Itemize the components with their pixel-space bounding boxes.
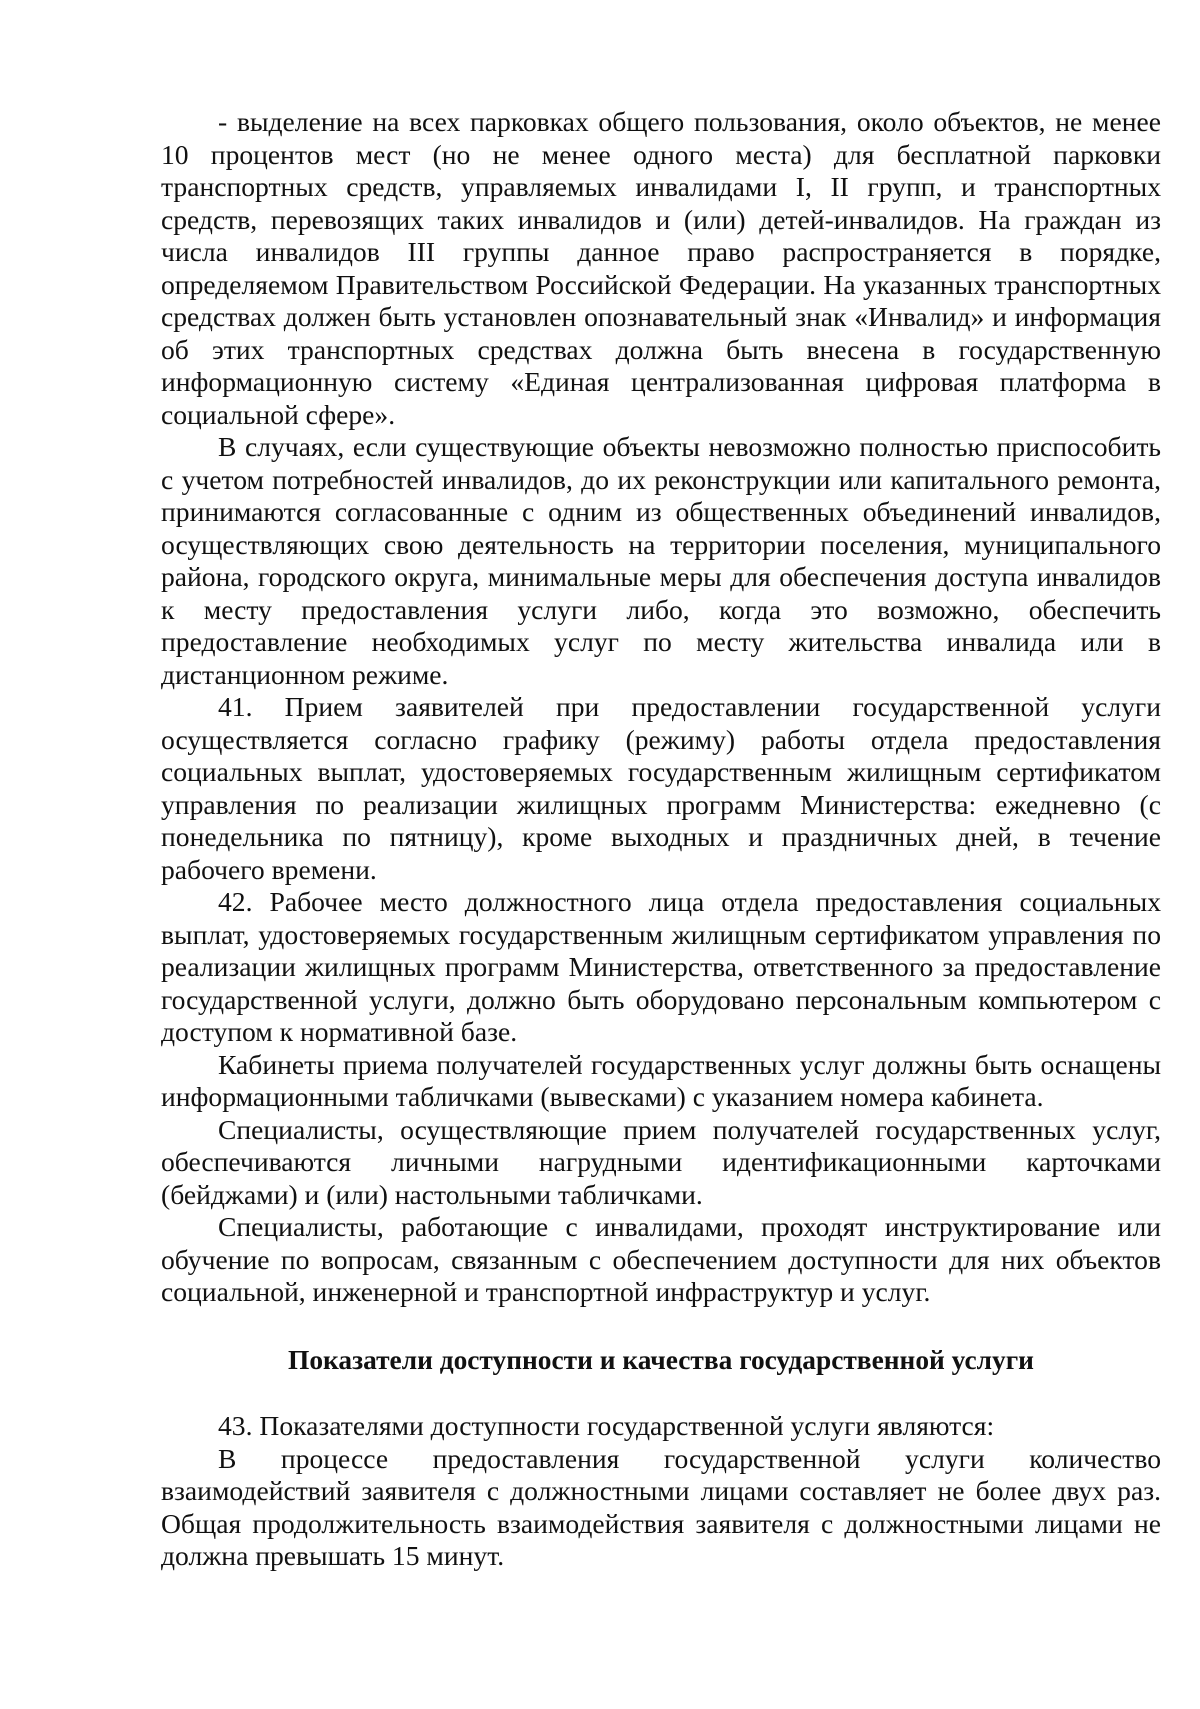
paragraph-43: 43. Показателями доступности государственной услуги являются: bbox=[218, 1410, 995, 1441]
paragraph-42: 42. Рабочее место должностного лица отдела предоставления социальных выплат, удостоверяемых государственным жилищным сертификатом управления по реализации жилищных программ Министерства, ответственного за предоставление государственной услуги, должно быть оборудовано персональным компьютером с доступом к нормативной базе. bbox=[161, 886, 1161, 1047]
document-page bbox=[161, 106, 1161, 1573]
paragraph-interactions: В процессе предоставления государственной услуги количество взаимодействий заявителя с должностными лицами составляет не более двух раз. Общая продолжительность взаимодействия заявителя с должностными лицами не должна превышать 15 минут. bbox=[161, 1442, 1161, 1571]
paragraph-badges: Специалисты, осуществляющие прием получателей государственных услуг, обеспечиваются личными нагрудными идентификационными карточками (бейджами) и (или) настольными табличками. bbox=[161, 1113, 1161, 1210]
paragraph-minimal-measures: В случаях, если существующие объекты невозможно полностью приспособить с учетом потребностей инвалидов, до их реконструкции или капитального ремонта, принимаются согласованные с одним из общественных объединений инвалидов, осуществляющих свою деятельность на территории поселения, муниципального района, городского округа, минимальные меры для обеспечения доступа инвалидов к месту предоставления услуги либо, когда это возможно, обеспечить предоставление необходимых услуг по месту жительства инвалида или в дистанционном режиме. bbox=[161, 431, 1161, 690]
paragraph-training: Специалисты, работающие с инвалидами, проходят инструктирование или обучение по вопросам, связанным с обеспечением доступности для них объектов социальной, инженерной и транспортной инфраструктур и услуг. bbox=[161, 1211, 1161, 1307]
paragraph-41: 41. Прием заявителей при предоставлении государственной услуги осуществляется согласно графику (режиму) работы отдела предоставления социальных выплат, удостоверяемых государственным жилищным сертификатом управления по реализации жилищных программ Министерства: ежедневно (с понедельника по пятницу), кроме выходных и праздничных дней, в течение рабочего времени. bbox=[161, 691, 1161, 885]
section-heading: Показатели доступности и качества государственной услуги bbox=[288, 1344, 1034, 1375]
paragraph-parking: - выделение на всех парковках общего пользования, около объектов, не менее 10 процентов мест (но не менее одного места) для бесплатной парковки транспортных средств, управляемых инвалидами I, II групп, и транспортных средств, перевозящих таких инвалидов и (или) детей-инвалидов. На граждан из числа инвалидов III группы данное право распространяется в порядке, определяемом Правительством Российской Федерации. На указанных транспортных средствах должен быть установлен опознавательный знак «Инвалид» и информация об этих транспортных средствах должна быть внесена в государственную информационную систему «Единая централизованная цифровая платформа в социальной сфере». bbox=[161, 106, 1161, 430]
paragraph-cabinets: Кабинеты приема получателей государственных услуг должны быть оснащены информационными табличками (вывесками) с указанием номера кабинета. bbox=[161, 1048, 1161, 1112]
